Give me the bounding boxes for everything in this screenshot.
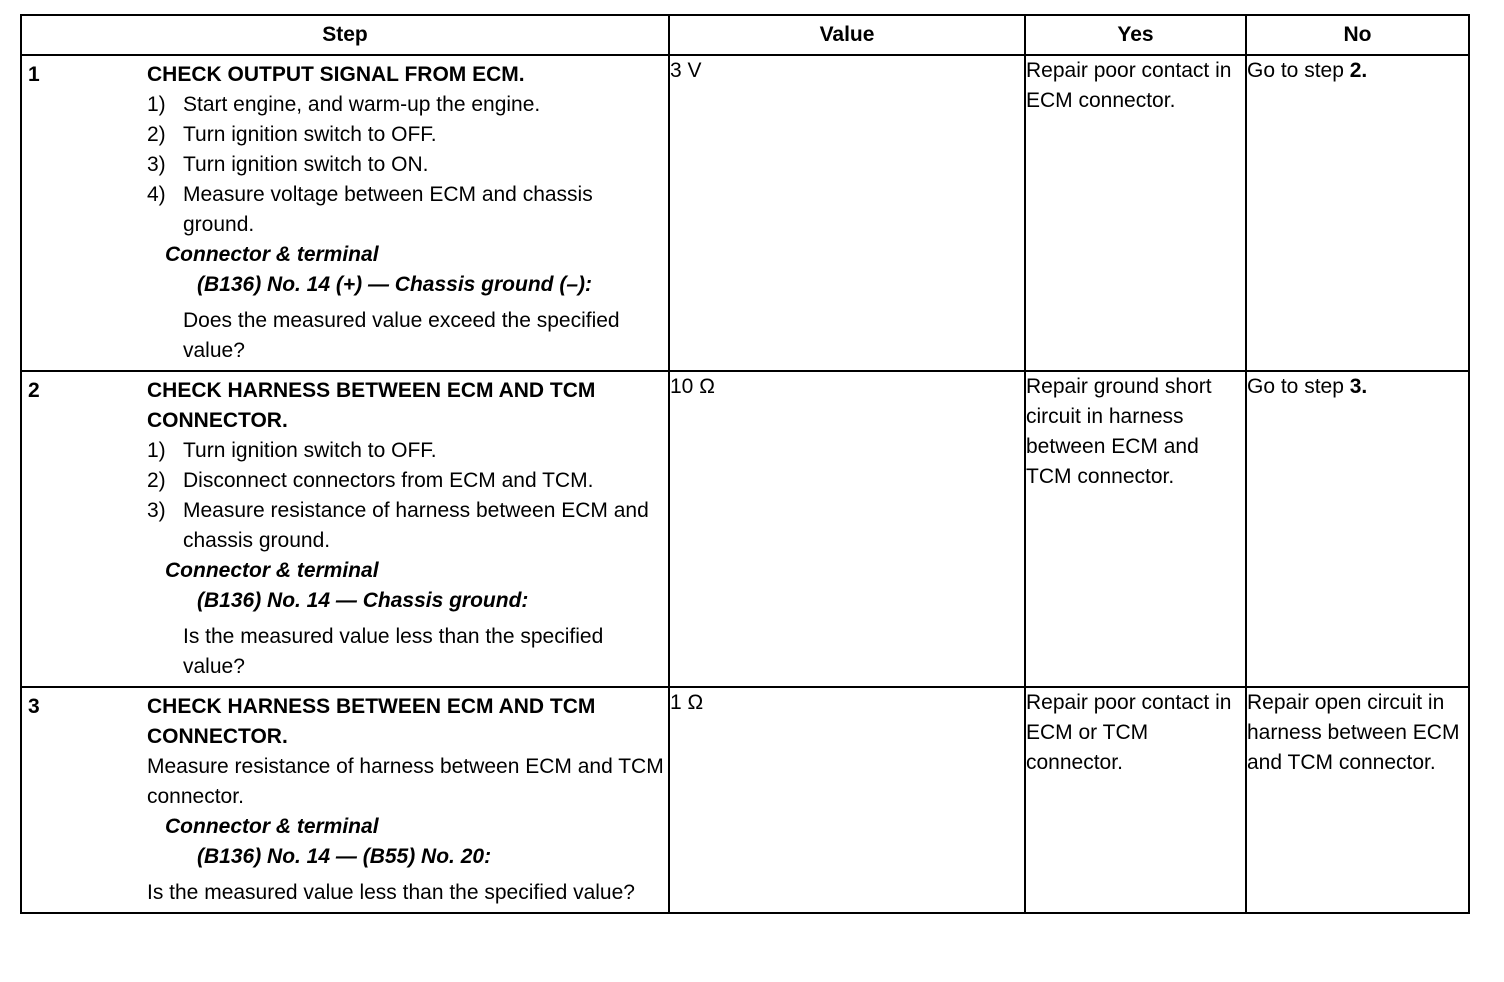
connector-terminal-label: Connector & terminal xyxy=(165,559,379,582)
header-row xyxy=(21,15,1469,55)
no-step-ref: 3. xyxy=(1349,375,1368,398)
step-number: 3 xyxy=(28,695,40,718)
step-number: 2 xyxy=(28,379,40,402)
substep-number: 1) xyxy=(147,439,166,462)
header-step: Step xyxy=(21,15,669,55)
step-cell xyxy=(21,55,669,371)
connector-terminal-value: (B136) No. 14 — (B55) No. 20: xyxy=(197,845,492,868)
yes-cell: Repair poor contact in ECM connector. xyxy=(1025,55,1246,371)
no-step-ref: 2. xyxy=(1349,59,1368,82)
diagnostic-table xyxy=(20,14,1470,914)
connector-terminal-label: Connector & terminal xyxy=(165,243,379,266)
substep-text: Turn ignition switch to OFF. xyxy=(183,439,437,462)
no-text: Repair open circuit in harness between ECM and TCM connector. xyxy=(1247,691,1460,774)
header-yes: Yes xyxy=(1025,15,1246,55)
substep-number: 1) xyxy=(147,93,166,116)
substep-text: Measure resistance of harness between ECM and chassis ground. xyxy=(183,499,649,552)
header-no: No xyxy=(1246,15,1469,55)
substep-text: Disconnect connectors from ECM and TCM. xyxy=(183,469,594,492)
yes-cell: Repair ground short circuit in harness between ECM and TCM connector. xyxy=(1025,371,1246,687)
substep xyxy=(147,466,664,496)
substep-text: Measure voltage between ECM and chassis ground. xyxy=(183,183,593,236)
value-cell: 1 Ω xyxy=(669,687,1025,913)
substep-number: 3) xyxy=(147,153,166,176)
substep-number: 2) xyxy=(147,123,166,146)
connector-terminal-value: (B136) No. 14 (+) — Chassis ground (–): xyxy=(197,273,592,296)
step-number: 1 xyxy=(28,63,40,86)
step-cell xyxy=(21,371,669,687)
step-question: Is the measured value less than the specified value? xyxy=(183,625,604,678)
step-question: Is the measured value less than the specified value? xyxy=(147,881,635,904)
substep-number: 3) xyxy=(147,499,166,522)
value-cell: 10 Ω xyxy=(669,371,1025,687)
connector-terminal-value: (B136) No. 14 — Chassis ground: xyxy=(197,589,529,612)
substep xyxy=(147,120,664,150)
substep-number: 4) xyxy=(147,183,166,206)
substep-text: Start engine, and warm-up the engine. xyxy=(183,93,541,116)
connector-terminal-label: Connector & terminal xyxy=(165,815,379,838)
no-text: Go to step xyxy=(1247,59,1350,82)
table-row xyxy=(21,55,1469,371)
substep xyxy=(147,436,664,466)
no-text: Go to step xyxy=(1247,375,1350,398)
yes-cell: Repair poor contact in ECM or TCM connector. xyxy=(1025,687,1246,913)
value-cell: 3 V xyxy=(669,55,1025,371)
no-cell xyxy=(1246,55,1469,371)
header-value: Value xyxy=(669,15,1025,55)
substep xyxy=(147,150,664,180)
substep xyxy=(147,180,664,240)
step-cell xyxy=(21,687,669,913)
substep xyxy=(147,90,664,120)
substep-text: Turn ignition switch to OFF. xyxy=(183,123,437,146)
substep xyxy=(147,496,664,556)
substep-text: Turn ignition switch to ON. xyxy=(183,153,429,176)
step-title: CHECK OUTPUT SIGNAL FROM ECM. xyxy=(147,63,525,86)
table-row xyxy=(21,687,1469,913)
step-title: CHECK HARNESS BETWEEN ECM AND TCM CONNECTOR. xyxy=(147,379,596,432)
table-row xyxy=(21,371,1469,687)
step-question: Does the measured value exceed the specified value? xyxy=(183,309,620,362)
no-cell xyxy=(1246,687,1469,913)
step-title: CHECK HARNESS BETWEEN ECM AND TCM CONNECTOR. xyxy=(147,695,596,748)
no-cell xyxy=(1246,371,1469,687)
step-intro: Measure resistance of harness between ECM and TCM connector. xyxy=(147,755,664,808)
substep-number: 2) xyxy=(147,469,166,492)
